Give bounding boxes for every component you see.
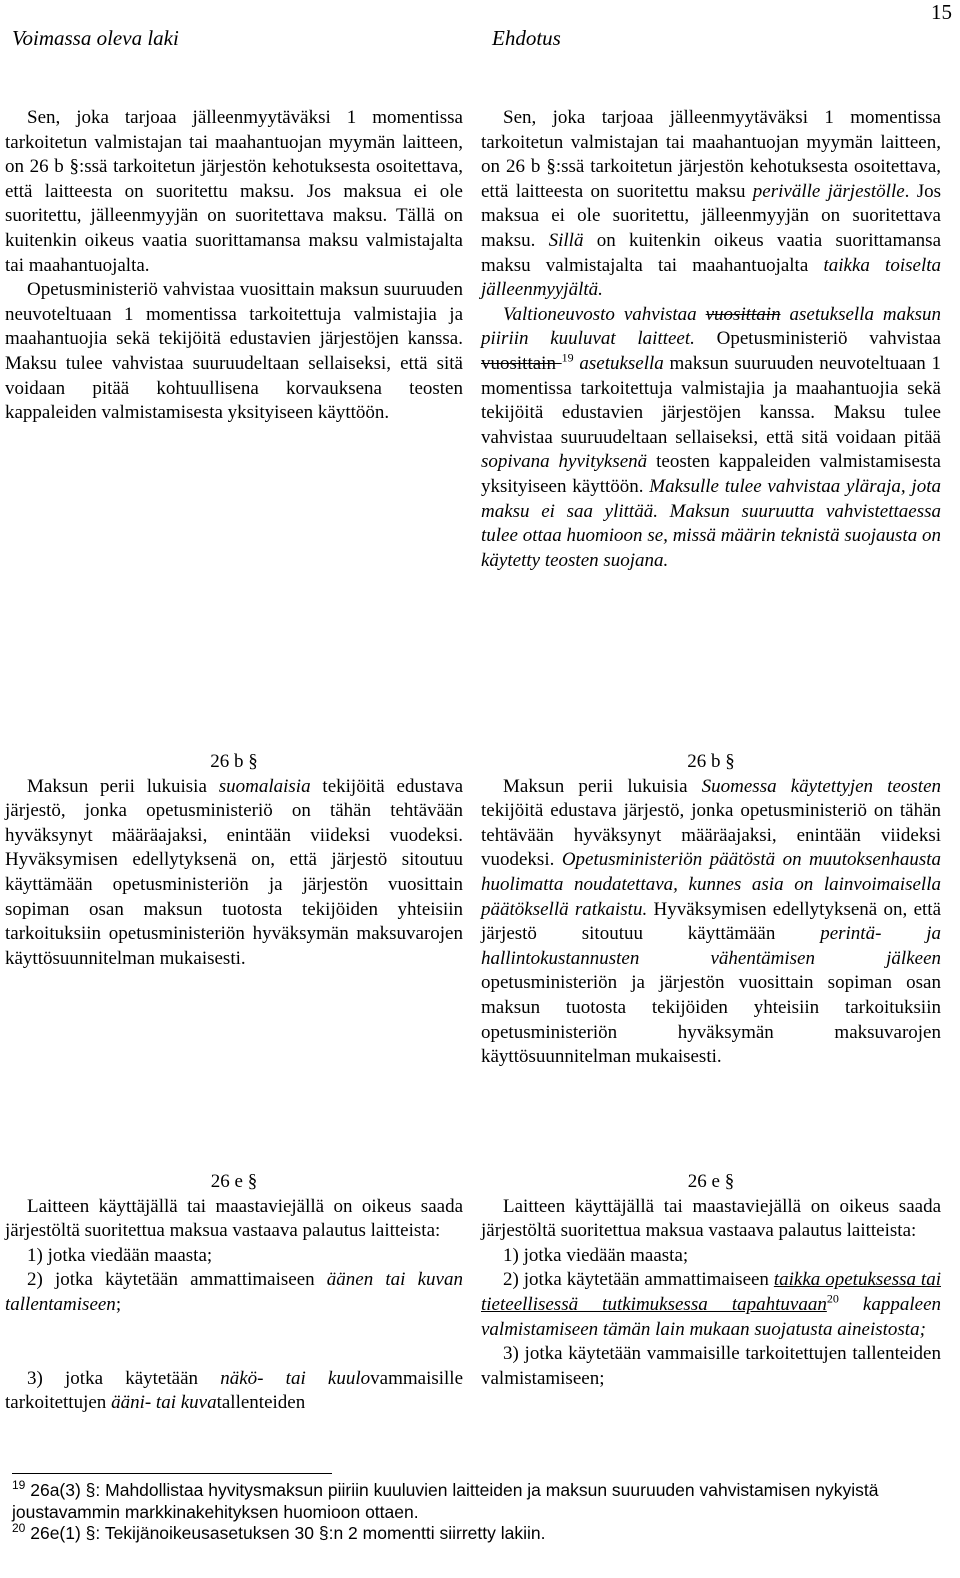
footnote-19: $^{19}$ 26a(3) §: Mahdollistaa hyvitysmaksun piiriin kuuluvien laitteiden ja maksun suuruuden vahvistamisen nykyistä joustavammin markkinakehityksen huomioon ottaen.: [12, 1478, 879, 1522]
right-26e-item-3: 3) jotka käytetään vammaisille tarkoitettujen tallenteiden valmistamiseen;: [481, 1343, 941, 1389]
right-26b-text: Maksun perii lukuisia Suomessa käytettyjen teosten tekijöitä edustava järjestö, jonka opetusministeriö on tähän tehtävään hyväksynyt määräajaksi, enintään viideksi vuodeksi. Opetusministeriön päätöstä on muutoksenhausta huolimatta noudatettava, kunnes asia on lainvoimaisella päätöksellä ratkaistu. Hyväksymisen edellytyksenä on, että järjestö sitoutuu käyttämään perintä- ja hallintokustannusten vähentämisen jälkeen opetusministeriön ja järjestön vuosittain sopiman osan maksun tuotosta tekijöiden yhteisiin tarkoituksiin opetusministeriön hyväksymän maksuvarojen käyttösuunnitelman mukaisesti.: [481, 775, 942, 1068]
right-paragraph-2: Valtioneuvosto vahvistaa vuosittain asetuksella maksun piiriin kuuluvat laitteet. Opetusministeriö vahvistaa vuosittain $^{19}$ asetuksella maksun suuruuden neuvoteltuaan 1 momentissa tarkoitettuja valmistajia ja maahantuojia sekä tekijöitä edustavien järjestöjen kanssa. Maksu tulee vahvistaa suuruudeltaan sellaiseksi, että sitä voidaan pitää sopivana hyvityksenä teosten kappaleiden valmistamisesta yksityiseen käyttöön. Maksulle tulee vahvistaa yläraja, jota maksu ei saa ylittää. Maksun suuruutta vahvistettaessa tulee ottaa huomioon se, missä määrin teknistä suojausta on käytetty teosten suojana.: [481, 303, 941, 571]
right-26e-item-1: 1) jotka viedään maasta;: [503, 1244, 689, 1266]
right-26e-item-2: 2) jotka käytetään ammattimaiseen taikka opetuksessa tai tieteellisessä tutkimuksessa tapahtuvaan$^{20}$ kappaleen valmistamiseen tämän lain mukaan suojatusta aineistosta;: [481, 1269, 942, 1340]
section-heading: 26 e §: [210, 1171, 258, 1192]
left-paragraph-1: Sen, joka tarjoaa jälleenmyytäväksi 1 momentissa tarkoitetun valmistajan tai maahantuojan myymän laitteen, on 26 b §:ssä tarkoitetun järjestön kehotuksesta osoitettava, että laitteesta on suoritettu maksu. Jos maksua ei ole suoritettu, jälleenmyyjän on suoritettava maksu. Tällä on kuitenkin oikeus vaatia suorittamansa maksu valmistajalta tai maahantuojalta.: [5, 107, 463, 276]
footnote-ref-19: 19: [561, 350, 574, 365]
footnote-separator: [12, 1473, 332, 1474]
section-heading: 26 b §: [210, 751, 258, 772]
footnotes: [12, 1480, 942, 1545]
left-26e-intro: Laitteen käyttäjällä tai maastaviejällä on oikeus saada järjestöltä suoritettua maksua vastaava palautus laitteista:: [5, 1195, 463, 1242]
section-heading: 26 b §: [687, 751, 735, 772]
left-26e-item-2: 2) jotka käytetään ammattimaiseen äänen tai kuvan tallentamiseen;: [5, 1269, 463, 1315]
right-26e-intro: Laitteen käyttäjällä tai maastaviejällä on oikeus saada järjestöltä suoritettua maksua vastaava palautus laitteista:: [481, 1195, 941, 1242]
left-column-title: Voimassa oleva laki: [12, 26, 179, 50]
right-section-26b: [481, 750, 941, 1070]
left-section-26e: [5, 1170, 463, 1416]
left-26b-text: Maksun perii lukuisia suomalaisia tekijöitä edustava järjestö, jonka opetusministeriö on tähän tehtävään hyväksynyt määräajaksi, enintään viideksi vuodeksi. Hyväksymisen edellytyksenä on, että järjestö sitoutuu käyttämään opetusministeriön ja järjestön vuosittain sopiman osan maksun tuotosta tekijöiden yhteisiin tarkoituksiin opetusministeriön hyväksymän maksuvarojen käyttösuunnitelman mukaisesti.: [5, 775, 464, 969]
left-section-26b: [5, 750, 463, 971]
page-number: 15: [931, 0, 952, 24]
left-paragraph-2: Opetusministeriö vahvistaa vuosittain maksun suuruuden neuvoteltuaan 1 momentissa tarkoitettuja valmistajia ja maahantuojia sekä tekijöitä edustavien järjestöjen kanssa. Maksu tulee vahvistaa suuruudeltaan sellaiseksi, että sitä voidaan pitää kohtuullisena korvauksena teosten kappaleiden valmistamisesta yksityiseen käyttöön.: [5, 279, 463, 424]
left-26e-item-1: 1) jotka viedään maasta;: [27, 1244, 213, 1266]
left-block-1: [5, 106, 463, 426]
footnote-20: $^{20}$ 26e(1) §: Tekijänoikeusasetuksen 30 §:n 2 momentti siirretty lakiin.: [12, 1521, 546, 1543]
right-section-26e: [481, 1170, 941, 1391]
right-paragraph-1: Sen, joka tarjoaa jälleenmyytäväksi 1 momentissa tarkoitetun valmistajan tai maahantuojan myymän laitteen, on 26 b §:ssä tarkoitetun järjestön kehotuksesta osoitettava, että laitteesta on suoritettu maksu perivälle järjestölle. Jos maksua ei ole suoritettu, jälleenmyyjän on suoritettava maksu. Sillä on kuitenkin oikeus vaatia suorittamansa maksu valmistajalta tai maahantuojalta taikka toiselta jälleenmyyjältä.: [481, 107, 942, 301]
section-heading: 26 e §: [687, 1171, 735, 1192]
right-column-title: Ehdotus: [492, 26, 561, 50]
left-26e-item-3: 3) jotka käytetään näkö- tai kuulovammaisille tarkoitettujen ääni- tai kuvatallenteiden: [5, 1367, 464, 1414]
right-block-1: [481, 106, 941, 573]
footnote-ref-20: 20: [826, 1291, 839, 1306]
